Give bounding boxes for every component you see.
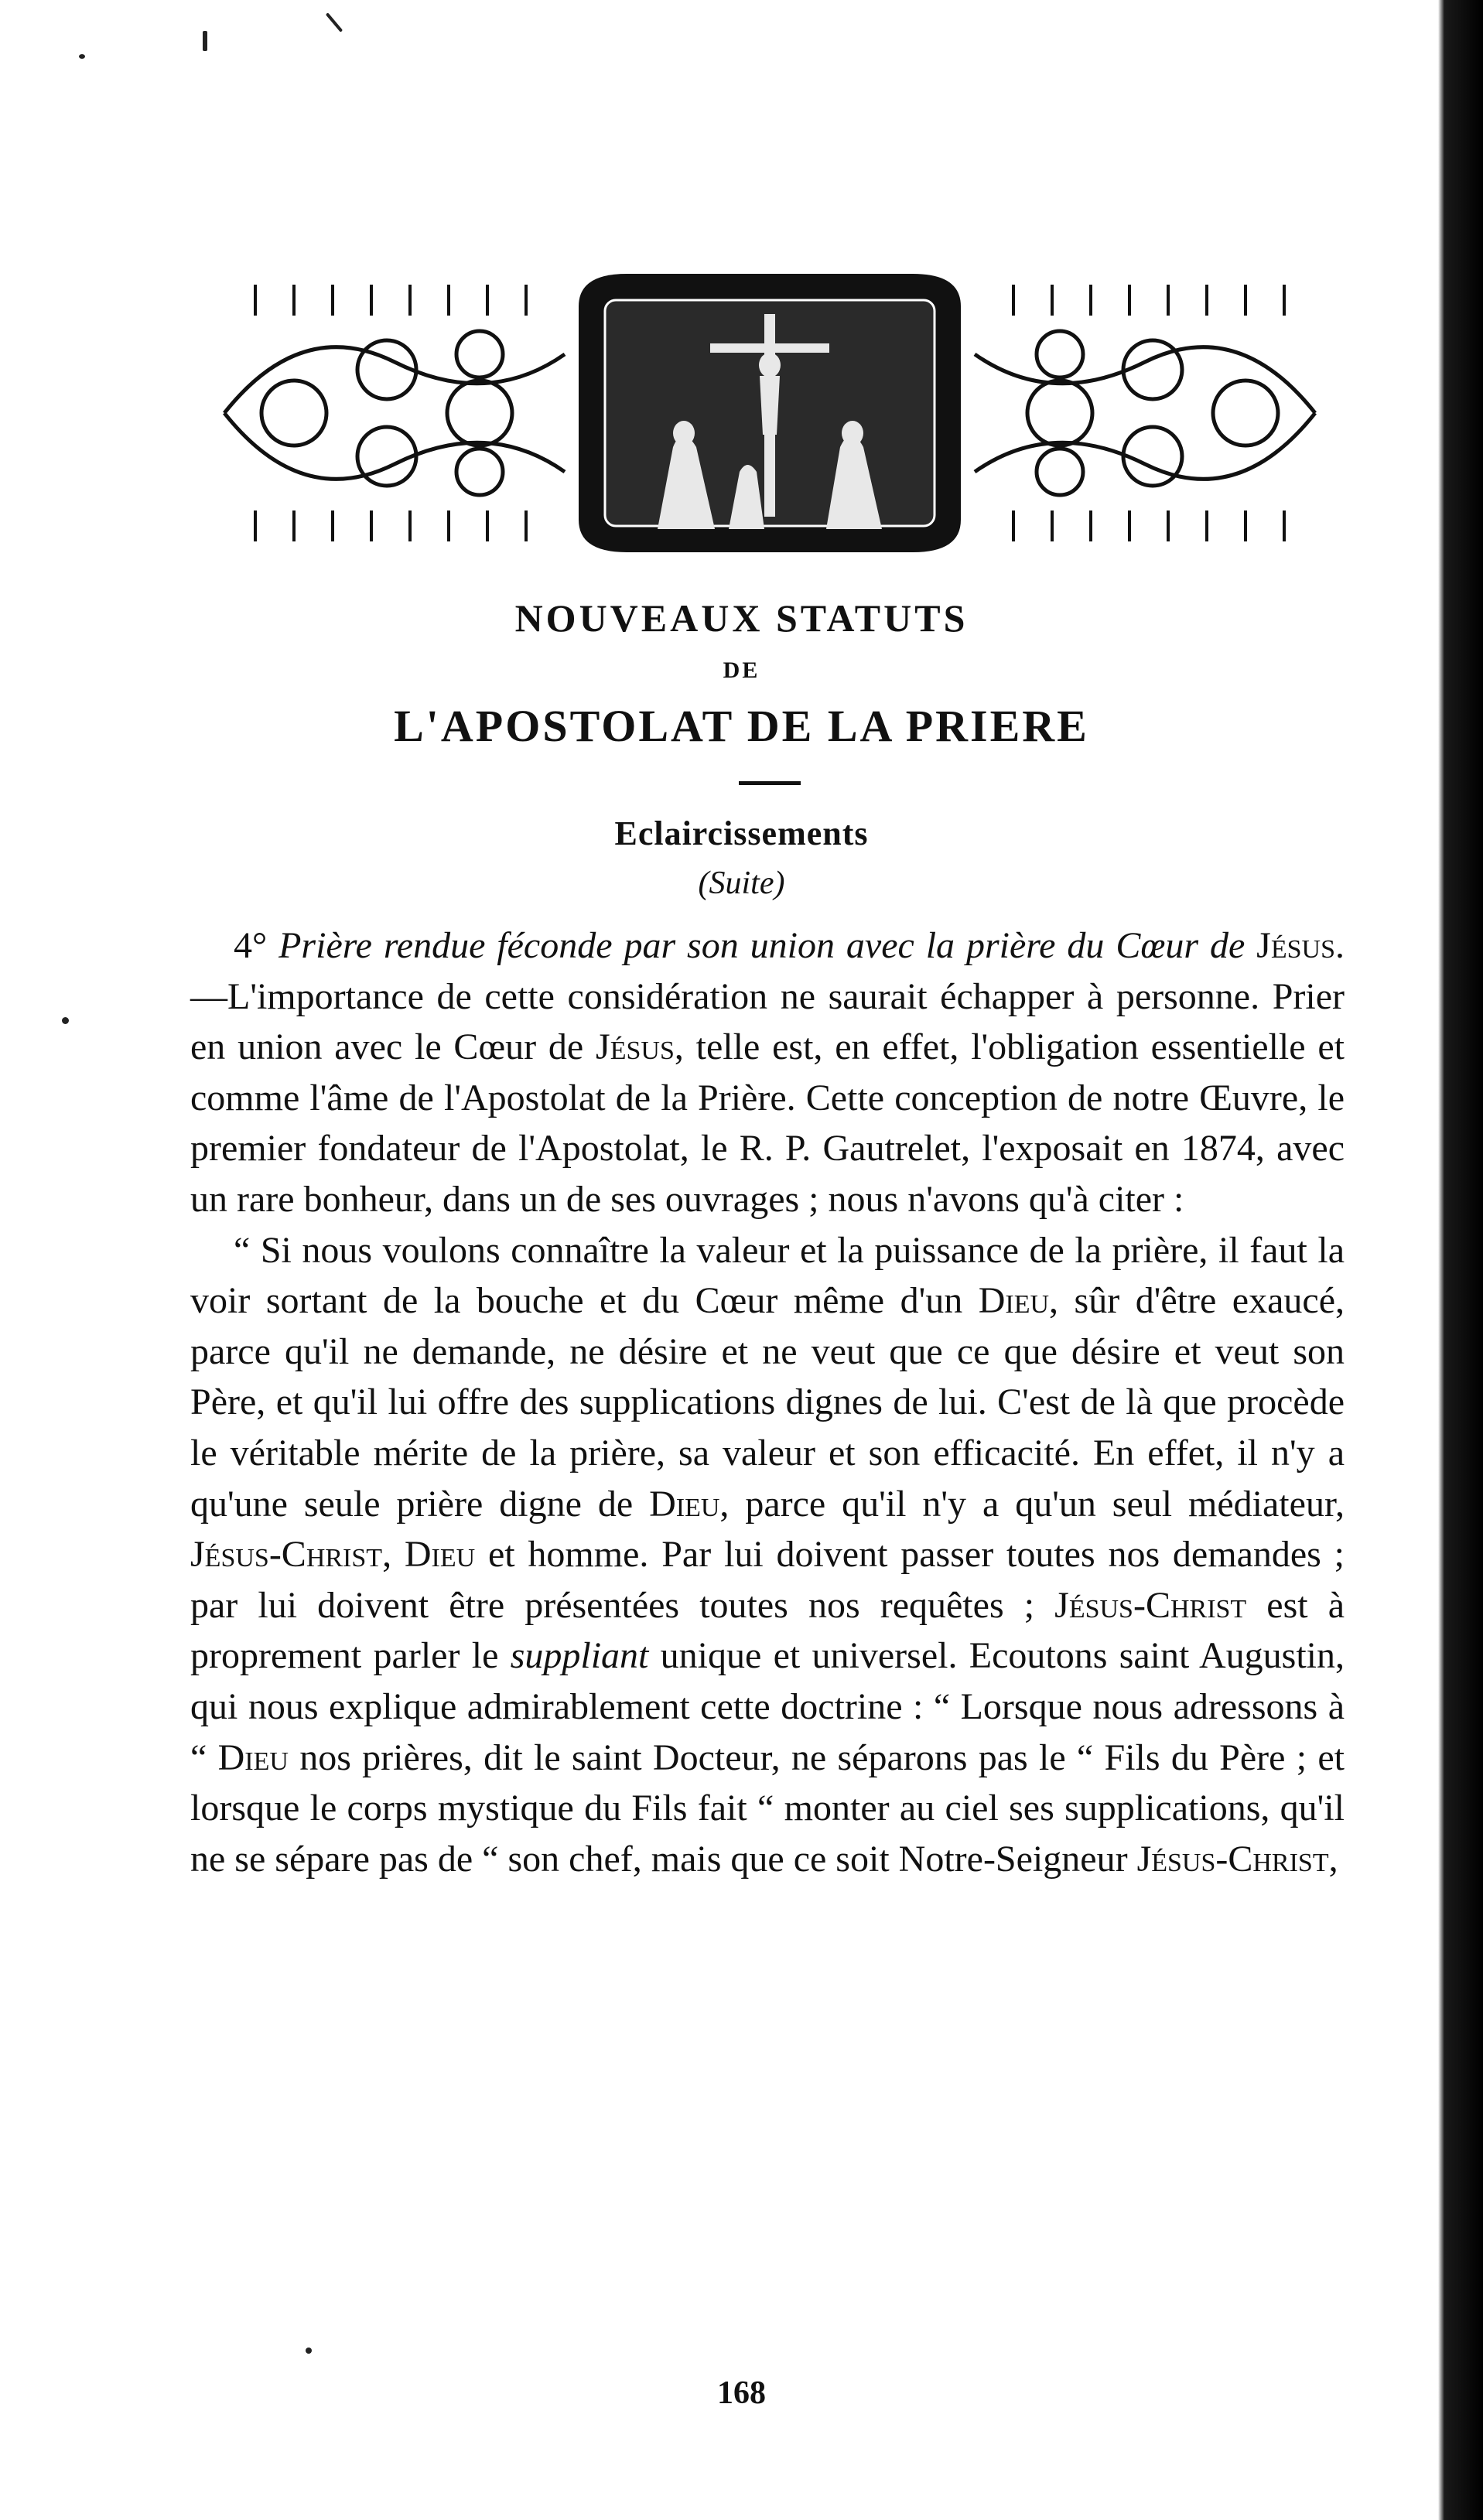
- text-segment: Dieu: [978, 1280, 1050, 1322]
- text-segment: ,: [1328, 1838, 1338, 1880]
- text-segment: est à proprement parler le: [190, 1584, 1345, 1677]
- text-segment: .—L'importance de cette considération ne saurait échapper à personne. Prier en union avec le Cœur de: [190, 925, 1345, 1068]
- text-segment: “ Si nous voulons connaître la valeur et la puissance de la prière, il faut la voir sortant de la bouche et du Cœur même d'un: [190, 1229, 1345, 1322]
- text-segment: Jésus-Christ: [1054, 1584, 1247, 1626]
- text-segment: , sûr d'être exaucé, parce qu'il ne demande, ne désire et ne veut que ce que désire et veut son Père, et qu'il lui offre des supplications dignes de lui. C'est de là que procède le véritable mérite de la prière, sa valeur et son efficacité. En effet, il n'y a qu'une seule prière digne de: [190, 1280, 1345, 1525]
- scan-speck: [306, 2348, 312, 2354]
- text-segment: 4°: [234, 925, 279, 966]
- body-paragraph: [190, 920, 1345, 1225]
- scan-speck: [203, 31, 207, 51]
- scan-speck: [326, 12, 343, 32]
- body-text: [190, 920, 1345, 1884]
- section-subtitle: (Suite): [698, 866, 785, 901]
- text-segment: Dieu: [217, 1736, 289, 1778]
- text-segment: , parce qu'il n'y a qu'un seul médiateur,: [719, 1483, 1345, 1525]
- text-segment: Jésus-Christ: [190, 1534, 383, 1576]
- scan-speck: [62, 1017, 69, 1024]
- crucifixion-vignette-icon: [209, 269, 1331, 557]
- text-segment: Dieu: [649, 1483, 720, 1525]
- text-segment: Dieu: [404, 1534, 476, 1576]
- text-segment: nos prières, dit le saint Docteur, ne séparons pas le “ Fils du Père ; et lorsque le corps mystique du Fils fait “ monter au ciel ses supplications, qu'il ne se sépare pas de “ son chef, mais que ce soit Notre-Seigneur: [190, 1736, 1345, 1880]
- title-divider: [739, 781, 801, 785]
- body-paragraph: [190, 1225, 1345, 1885]
- page-number: 168: [717, 2375, 766, 2411]
- title-line-1: NOUVEAUX STATUTS: [514, 596, 969, 640]
- title-line-3: L'APOSTOLAT DE LA PRIERE: [394, 701, 1089, 751]
- text-segment: , telle est, en effet, l'obligation essentielle et comme l'âme de l'Apostolat de la Prière. Cette conception de notre Œuvre, le premier fondateur de l'Apostolat, le R. P. Gautrelet, l'exposait en 1874, avec un rare bonheur, dans un de ses ouvrages ; nous n'avons qu'à citer :: [190, 1026, 1345, 1220]
- text-segment: Jésus: [596, 1026, 675, 1068]
- text-segment: suppliant: [510, 1635, 649, 1677]
- section-title: Eclaircissements: [614, 814, 869, 852]
- text-segment: et homme. Par lui doivent passer toutes nos demandes ; par lui doivent être présentées toutes nos requêtes ;: [190, 1534, 1345, 1626]
- text-segment: Jésus: [1256, 925, 1335, 966]
- title-line-2: DE: [723, 657, 760, 683]
- text-segment: Prière rendue féconde par son union avec la prière du Cœur de: [278, 925, 1257, 966]
- scan-speck: [79, 54, 85, 59]
- ornamental-banner: [209, 269, 1331, 557]
- scanned-page-edge: [1367, 0, 1483, 2520]
- text-segment: ,: [382, 1534, 405, 1576]
- text-segment: unique et universel. Ecoutons saint Augustin, qui nous explique admirablement cette doctrine : “ Lorsque nous adressons à “: [190, 1635, 1345, 1778]
- text-segment: Jésus-Christ: [1136, 1838, 1329, 1880]
